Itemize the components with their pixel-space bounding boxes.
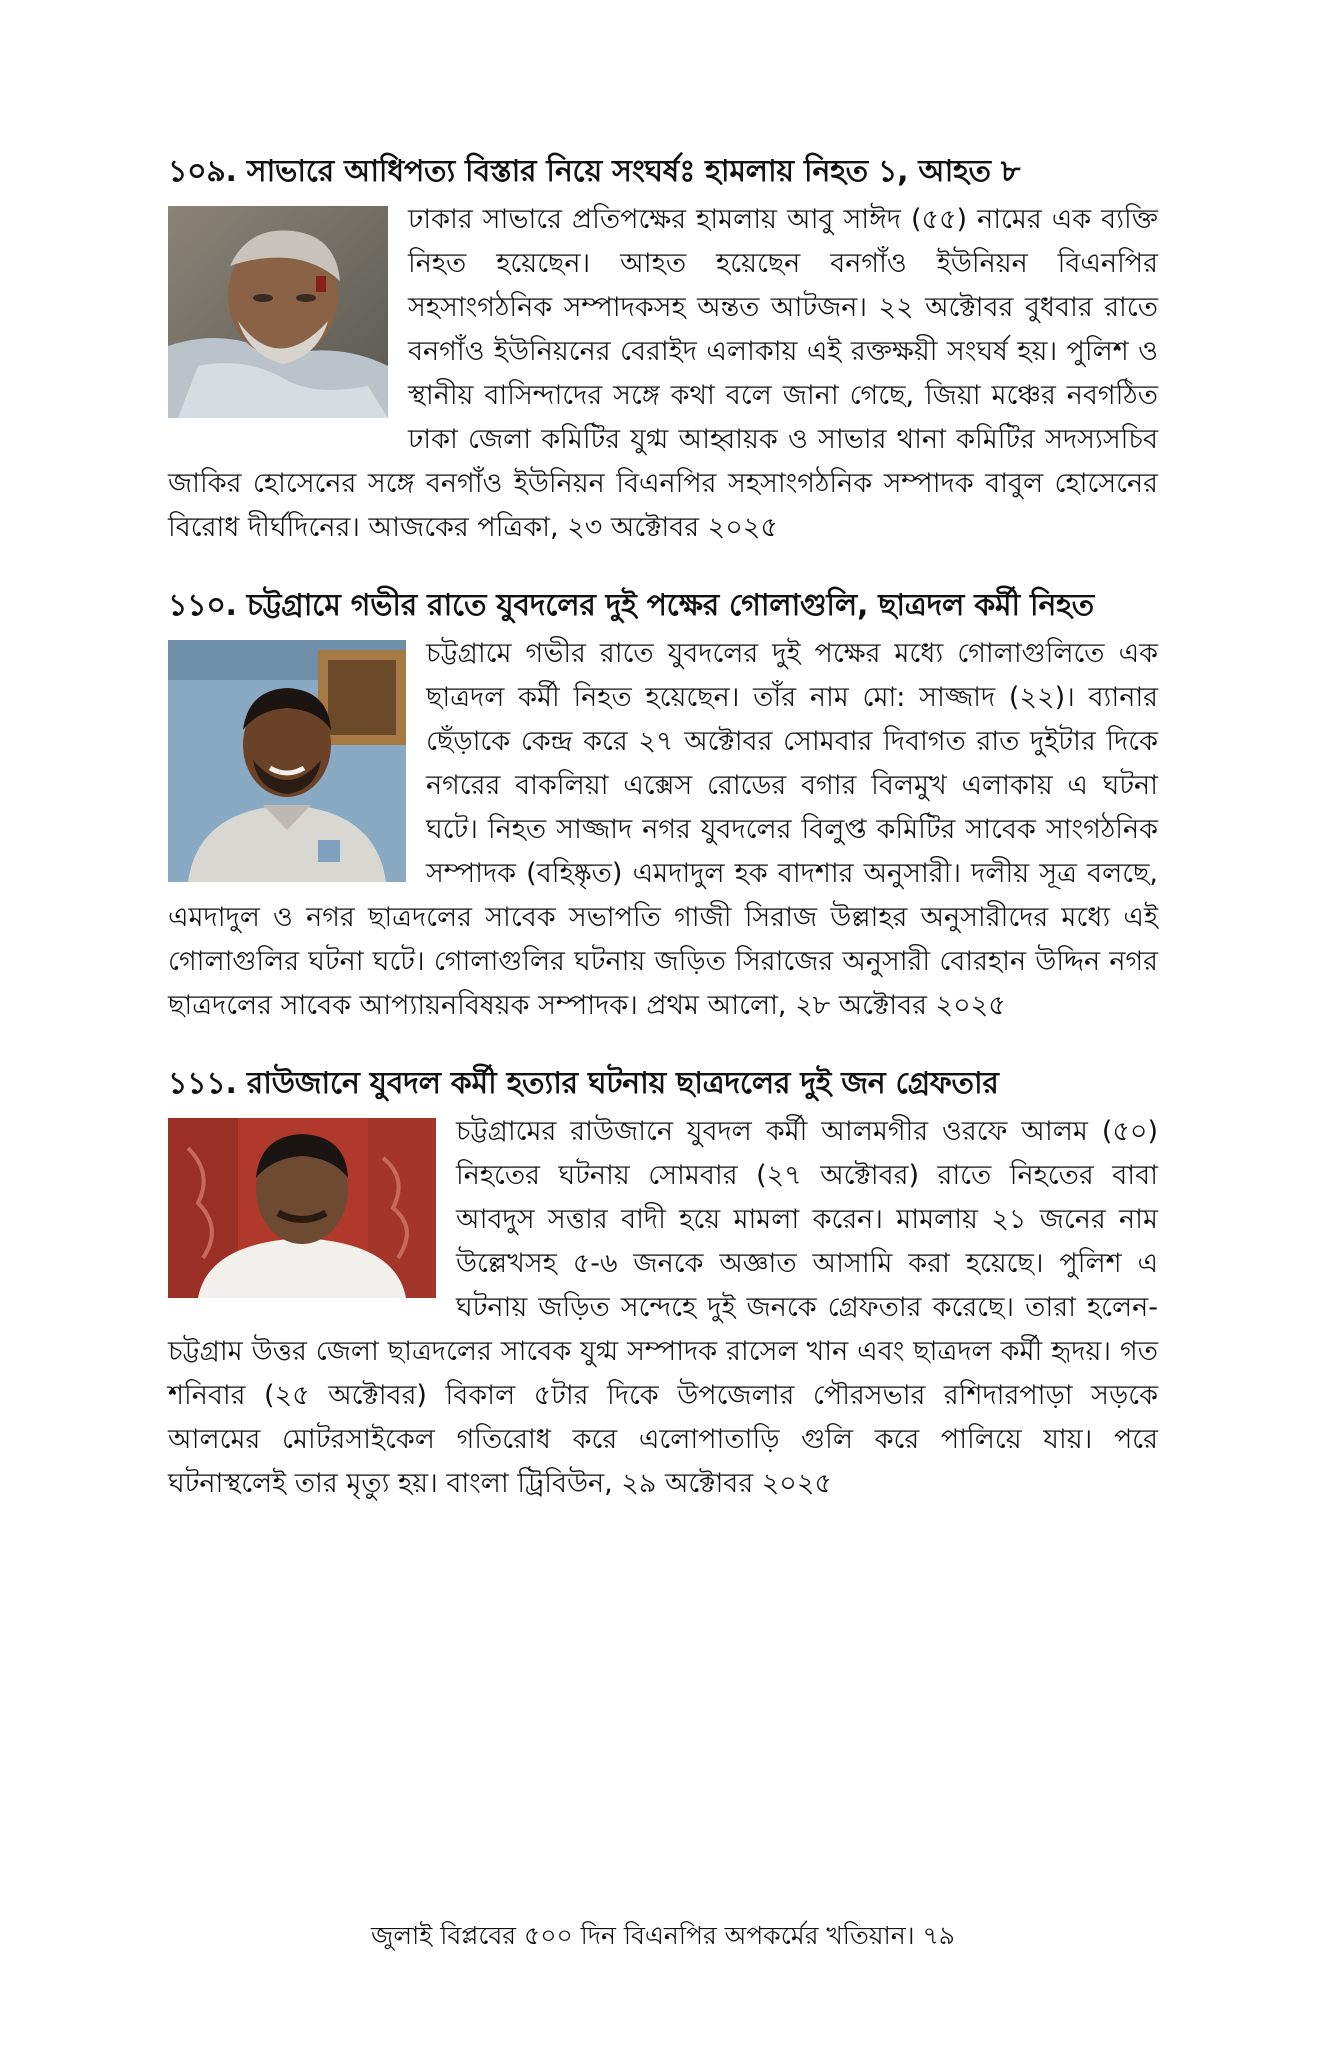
article-111 [168, 1062, 1158, 1506]
portrait-photo-injured-man-icon [168, 206, 388, 418]
photo-young-man [168, 640, 406, 882]
article-headline: ১০৯. সাভারে আধিপত্য বিস্তার নিয়ে সংঘর্ষঃ হামলায় নিহত ১, আহত ৮ [168, 154, 1021, 189]
article-headline: ১১০. চট্টগ্রামে গভীর রাতে যুবদলের দুই পক্ষের গোলাগুলি, ছাত্রদল কর্মী নিহত [168, 588, 1094, 623]
page-footer: জুলাই বিপ্লবের ৫০০ দিন বিএনপির অপকর্মের খতিয়ান। ৭৯ [371, 1921, 955, 1950]
article-109 [168, 150, 1158, 550]
photo-injured-man [168, 206, 388, 418]
portrait-photo-young-man-icon [168, 640, 406, 882]
article-body: চট্টগ্রামে গভীর রাতে যুবদলের দুই পক্ষের মধ্যে গোলাগুলিতে এক ছাত্রদল কর্মী নিহত হয়েছেন। তাঁর নাম মো: সাজ্জাদ (২২)। ব্যানার ছেঁড়াকে কেন্দ্র করে ২৭ অক্টোবর সোমবার দিবাগত রাত দুইটার দিকে নগরের বাকলিয়া এক্সেস রোডের বগার বিলমুখ এলাকায় এ ঘটনা ঘটে। নিহত সাজ্জাদ নগর যুবদলের বিলুপ্ত কমিটির সাবেক সাংগঠনিক সম্পাদক (বহিষ্কৃত) এমদাদুল হক বাদশার অনুসারী। দলীয় সূত্র বলছে, এমদাদুল ও নগর ছাত্রদলের সাবেক সভাপতি গাজী সিরাজ উল্লাহর অনুসারীদের মধ্যে এই গোলাগুলির ঘটনা ঘটে। গোলাগুলির ঘটনায় জড়িত সিরাজের অনুসারী বোরহান উদ্দিন নগর ছাত্রদলের সাবেক আপ্যায়নবিষয়ক সম্পাদক। প্রথম আলো, ২৮ অক্টোবর ২০২৫ [168, 638, 1158, 1021]
page-content [168, 150, 1158, 1540]
portrait-photo-middle-aged-man-icon [168, 1118, 436, 1298]
photo-middle-aged-man [168, 1118, 436, 1298]
article-headline: ১১১. রাউজানে যুবদল কর্মী হত্যার ঘটনায় ছাত্রদলের দুই জন গ্রেফতার [168, 1066, 999, 1101]
article-body: ঢাকার সাভারে প্রতিপক্ষের হামলায় আবু সাঈদ (৫৫) নামের এক ব্যক্তি নিহত হয়েছেন। আহত হয়েছেন বনগাঁও ইউনিয়ন বিএনপির সহসাংগঠনিক সম্পাদকসহ অন্তত আটজন। ২২ অক্টোবর বুধবার রাতে বনগাঁও ইউনিয়নের বেরাইদ এলাকায় এই রক্তক্ষয়ী সংঘর্ষ হয়। পুলিশ ও স্থানীয় বাসিন্দাদের সঙ্গে কথা বলে জানা গেছে, জিয়া মঞ্চের নবগঠিত ঢাকা জেলা কমিটির যুগ্ম আহ্বায়ক ও সাভার থানা কমিটির সদস্যসচিব জাকির হোসেনের সঙ্গে বনগাঁও ইউনিয়ন বিএনপির সহসাংগঠনিক সম্পাদক বাবুল হোসেনের বিরোধ দীর্ঘদিনের। আজকের পত্রিকা, ২৩ অক্টোবর ২০২৫ [168, 204, 1158, 543]
article-110 [168, 584, 1158, 1028]
article-body: চট্টগ্রামের রাউজানে যুবদল কর্মী আলমগীর ওরফে আলম (৫০) নিহতের ঘটনায় সোমবার (২৭ অক্টোবর) রাতে নিহতের বাবা আবদুস সত্তার বাদী হয়ে মামলা করেন। মামলায় ২১ জনের নাম উল্লেখসহ ৫-৬ জনকে অজ্ঞাত আসামি করা হয়েছে। পুলিশ এ ঘটনায় জড়িত সন্দেহে দুই জনকে গ্রেফতার করেছে। তারা হলেন- চট্টগ্রাম উত্তর জেলা ছাত্রদলের সাবেক যুগ্ম সম্পাদক রাসেল খান এবং ছাত্রদল কর্মী হৃদয়। গত শনিবার (২৫ অক্টোবর) বিকাল ৫টার দিকে উপজেলার পৌরসভার রশিদারপাড়া সড়কে আলমের মোটরসাইকেল গতিরোধ করে এলোপাতাড়ি গুলি করে পালিয়ে যায়। পরে ঘটনাস্থলেই তার মৃত্যু হয়। বাংলা ট্রিবিউন, ২৯ অক্টোবর ২০২৫ [168, 1116, 1158, 1499]
